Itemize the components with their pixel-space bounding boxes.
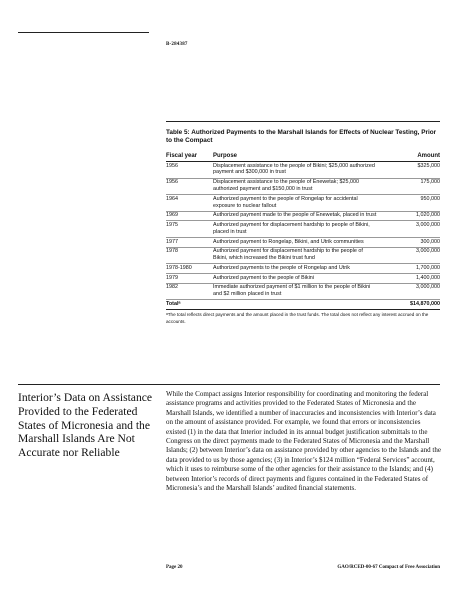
cell-purpose: Authorized payment for displacement hardship to the people of Bikini, which increased the Bikini trust fund [213,247,382,264]
table-total-row [166,300,440,310]
report-id: GAO/RCED-00-67 Compact of Free Association [337,565,440,570]
table-row [166,211,440,221]
section-body-paragraph: While the Compact assigns Interior responsibility for coordinating and monitoring the federal assistance programs and activities provided to the Federated States of Micronesia and the Marshall Islands, we identified a number of inaccuracies and inconsistencies with Interior’s data on the amount of assistance provided. For example, we found that errors or inconsistencies existed (1) in the data that Interior included in its annual budget justification submittals to the Congress on the direct payments made to the Federated States of Micronesia and the Marshall Islands; (2) between Interior’s data on assistance provided by other agencies to the Islands and the data provided to us by those agencies; (3) in Interior’s $124 million “Federal Services” account, which it uses to reimburse some of the other agencies for their assistance to the Islands; and (4) between Interior’s records of direct payments and figures contained in the Federated States of Micronesia’s and the Marshall Islands’ audited financial statements. [166,390,441,493]
cell-amount: 3,000,000 [382,283,440,300]
total-spacer [213,300,382,310]
column-header-fiscal-year: Fiscal year [166,153,213,161]
table-row [166,161,440,178]
section-heading: Interior’s Data on Assistance Provided to the Federated States of Micronesia and the Marshall Islands Are Not Accurate nor Reliable [18,391,153,460]
cell-purpose: Displacement assistance to the people of Bikini; $25,000 authorized payment and $300,000 in trust [213,161,382,178]
table-row [166,178,440,195]
cell-year: 1978-1980 [166,264,213,274]
cell-amount: 3,000,000 [382,247,440,264]
payments-table-block [166,121,440,325]
column-header-amount: Amount [382,153,440,161]
cell-purpose: Authorized payment for displacement hardship to people of Bikini, placed in trust [213,221,382,238]
payments-table [166,153,440,310]
table-row [166,283,440,300]
cell-year: 1979 [166,273,213,283]
cell-amount: 1,020,000 [382,211,440,221]
cell-amount: 3,000,000 [382,221,440,238]
document-id: B-284387 [166,42,188,47]
top-rule [18,32,149,33]
cell-purpose: Authorized payment to the people of Rongelap for accidental exposure to nuclear fallout [213,195,382,212]
cell-amount: 950,000 [382,195,440,212]
cell-amount: 1,700,000 [382,264,440,274]
cell-year: 1956 [166,161,213,178]
cell-year: 1969 [166,211,213,221]
cell-purpose: Authorized payment to Rongelap, Bikini, and Utrik communities [213,237,382,247]
table-row [166,264,440,274]
cell-purpose: Authorized payments to the people of Rongelap and Utrik [213,264,382,274]
cell-amount: 300,000 [382,237,440,247]
cell-year: 1964 [166,195,213,212]
cell-year: 1978 [166,247,213,264]
cell-year: 1977 [166,237,213,247]
total-label: Totalᵃ [166,300,213,310]
table-row [166,273,440,283]
table-title: Table 5: Authorized Payments to the Marshall Islands for Effects of Nuclear Testing, Prior to the Compact [166,129,437,144]
cell-purpose: Authorized payment to the people of Bikini [213,273,382,283]
cell-year: 1956 [166,178,213,195]
column-header-purpose: Purpose [213,153,382,161]
cell-year: 1975 [166,221,213,238]
table-row [166,195,440,212]
table-top-rule [166,121,440,122]
cell-amount: 175,000 [382,178,440,195]
table-row [166,247,440,264]
cell-purpose: Displacement assistance to the people of Enewetak; $25,000 authorized payment and $150,000 in trust [213,178,382,195]
table-row [166,221,440,238]
table-footnote: ᵃThe total reflects direct payments and the amount placed in the trust funds. The total does not reflect any interest accrued on the accounts. [166,312,429,324]
cell-amount: $325,000 [382,161,440,178]
cell-year: 1982 [166,283,213,300]
table-row [166,237,440,247]
table-header-row [166,153,440,161]
cell-purpose: Authorized payment made to the people of Enewetak, placed in trust [213,211,382,221]
cell-purpose: Immediate authorized payment of $1 million to the people of Bikini and $2 million placed in trust [213,283,382,300]
total-amount: $14,870,000 [382,300,440,310]
section-rule [18,384,440,385]
cell-amount: 1,400,000 [382,273,440,283]
page-number: Page 20 [166,565,183,570]
